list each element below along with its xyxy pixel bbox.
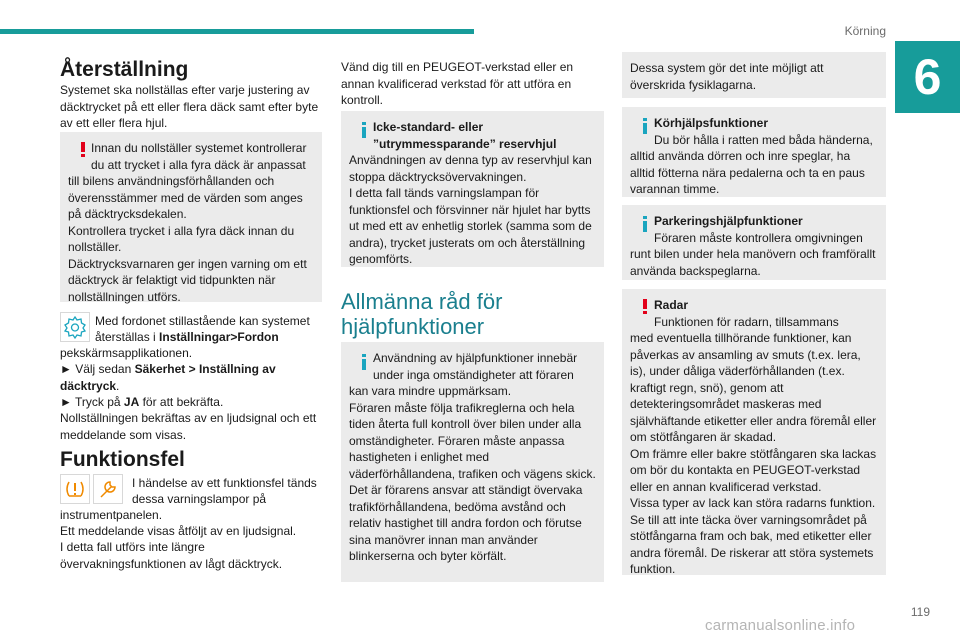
spare-title-2: ”utrymmessparande” reservhjul (373, 136, 557, 151)
general-text-2: Föraren måste följa trafikreglerna och hela tiden återta full kontroll över bilen under alla omständigheter. Föraren måste anpassa hastigheten i enlighet med väderförhållandena, trafiken och vägens skick. (349, 400, 596, 481)
spare-title-1: Icke-standard- eller (373, 120, 484, 134)
reset-intro: Systemet ska nollställas efter varje justering av däcktrycket på ett eller flera däck samt efter byte av ett eller flera hjul. (60, 83, 319, 130)
driving-text: alltid använda dörren och inre speglar, ha alltid fötterna nära pedalerna och ta en paus varannan timme. (630, 149, 865, 196)
tyre-warning-icon (60, 474, 90, 504)
header-accent-bar (0, 29, 474, 34)
fault-line-2: dessa varningslampor på (132, 492, 267, 506)
chapter-tab: 6 (895, 41, 960, 113)
spare-body-2: I detta fall tänds varningslampan för funktionsfel och försvinner när hjulet har bytts ut med ett av enhetlig storlek (samma som de andra), trycket justerats om och återställning genomförts. (349, 186, 592, 266)
info-mark-icon (362, 122, 366, 137)
settings-line-3: pekskärmsapplikationen. (60, 346, 193, 360)
reset-warning-box (60, 132, 322, 302)
radar-line-1: Funktionen för radarn, tillsammans (654, 314, 839, 329)
fault-line-5: I detta fall utförs inte längre övervakningsfunktionen av lågt däcktryck. (60, 540, 283, 571)
section-title: Körning (844, 24, 886, 38)
parking-text: runt bilen under hela manövern och framförallt använda backspeglarna. (630, 247, 876, 278)
fault-line-4: Ett meddelande visas åtföljt av en ljudsignal. (60, 524, 297, 538)
settings-line-2: återställas i Inställningar>Fordon (95, 330, 279, 344)
parking-assist-box (622, 205, 886, 280)
general-text: kan vara mindre uppmärksam. (349, 384, 512, 398)
exclamation-mark-icon (80, 142, 85, 155)
warning-line-1: Innan du nollställer systemet kontrollerar (91, 141, 307, 155)
radar-text-2: Om främre eller bakre stötfångaren ska lackas om bör du kontakta en PEUGEOT-verkstad eller en annan kvalificerad verkstad. (630, 446, 877, 494)
radar-box (622, 289, 886, 575)
driving-line-1: Du bör hålla i ratten med båda händerna, (654, 132, 873, 147)
driving-assist-box (622, 107, 886, 197)
general-advice-box (341, 342, 604, 582)
radar-text: med eventuella tillhörande funktioner, kan påverkas av ansamling av smuts (t.ex. lera, is), under dåliga väderförhållanden (t.ex. kraftigt regn, snö), genom att detekteringsområdet maskeras med självhäftande etiketter eller andra föremål eller om stötfångaren är skadad. (630, 331, 877, 444)
info-mark-icon (362, 354, 366, 369)
settings-line-1: Med fordonet stillastående kan systemet (95, 314, 310, 328)
reset-heading: Återställning (60, 58, 189, 81)
driving-title: Körhjälpsfunktioner (654, 116, 769, 130)
parking-title: Parkeringshjälpfunktioner (654, 214, 803, 228)
fault-heading: Funktionsfel (60, 448, 185, 471)
settings-gear-icon (60, 312, 90, 342)
general-text-3: Det är förarens ansvar att ständigt övervaka trafikförhållandena, bedöma avstånd och relativ hastighet till andra fordon och förutse sina manövrer innan man använder blinkerserna och byter körfält. (349, 483, 583, 563)
general-line-2: under inga omständigheter att föraren (373, 367, 574, 382)
physics-box (622, 52, 886, 98)
service-wrench-icon (93, 474, 123, 504)
warning-text-2: Kontrollera trycket i alla fyra däck innan du nollställer. (68, 223, 295, 254)
general-heading-2: hjälpfunktioner (341, 314, 485, 339)
info-mark-icon (643, 118, 647, 133)
general-heading-1: Allmänna råd för (341, 289, 503, 314)
exclamation-mark-icon (642, 299, 647, 312)
radar-text-3: Vissa typer av lack kan störa radarns funktion. Se till att inte täcka över varningsområdet på stötfångarna fram och bak, med etiketter eller andra föremål. De riskerar att störa systemets funktion. (630, 496, 876, 576)
fault-line-1: I händelse av ett funktionsfel tänds (132, 476, 317, 490)
warning-text: till bilens användningsförhållanden och överensstämmer med de värden som anges på däcktrycksdekalen. (68, 174, 303, 221)
page-number: 119 (910, 605, 930, 619)
radar-title: Radar (654, 298, 689, 312)
general-line-1: Användning av hjälpfunktioner innebär (373, 351, 578, 365)
spare-wheel-box (341, 111, 604, 267)
settings-step-2: ► Tryck på JA för att bekräfta. (60, 395, 224, 409)
warning-text-3: Däcktrycksvarnaren ger ingen varning om ett däcktryck är felaktigt vid tidpunkten när nollställningen utförs. (68, 256, 307, 304)
fault-line-3: instrumentpanelen. (60, 508, 163, 522)
workshop-text: Vänd dig till en PEUGEOT-verkstad eller en annan kvalificerad verkstad för att utföra en kontroll. (341, 60, 574, 107)
warning-line-2: du att trycket i alla fyra däck är anpassat (91, 157, 306, 172)
watermark: carmanualsonline.info (705, 617, 856, 634)
settings-confirm: Nollställningen bekräftas av en ljudsignal och ett meddelande som visas. (60, 411, 317, 442)
spare-body: Användningen av denna typ av reservhjul kan stoppa däcktrycksövervakningen. (349, 153, 592, 184)
settings-step-1: ► Välj sedan Säkerhet > Inställning av däcktryck. (60, 362, 276, 393)
info-mark-icon (643, 216, 647, 231)
parking-line-1: Föraren måste kontrollera omgivningen (654, 230, 863, 245)
physics-text: Dessa system gör det inte möjligt att överskrida fysiklagarna. (630, 61, 824, 92)
